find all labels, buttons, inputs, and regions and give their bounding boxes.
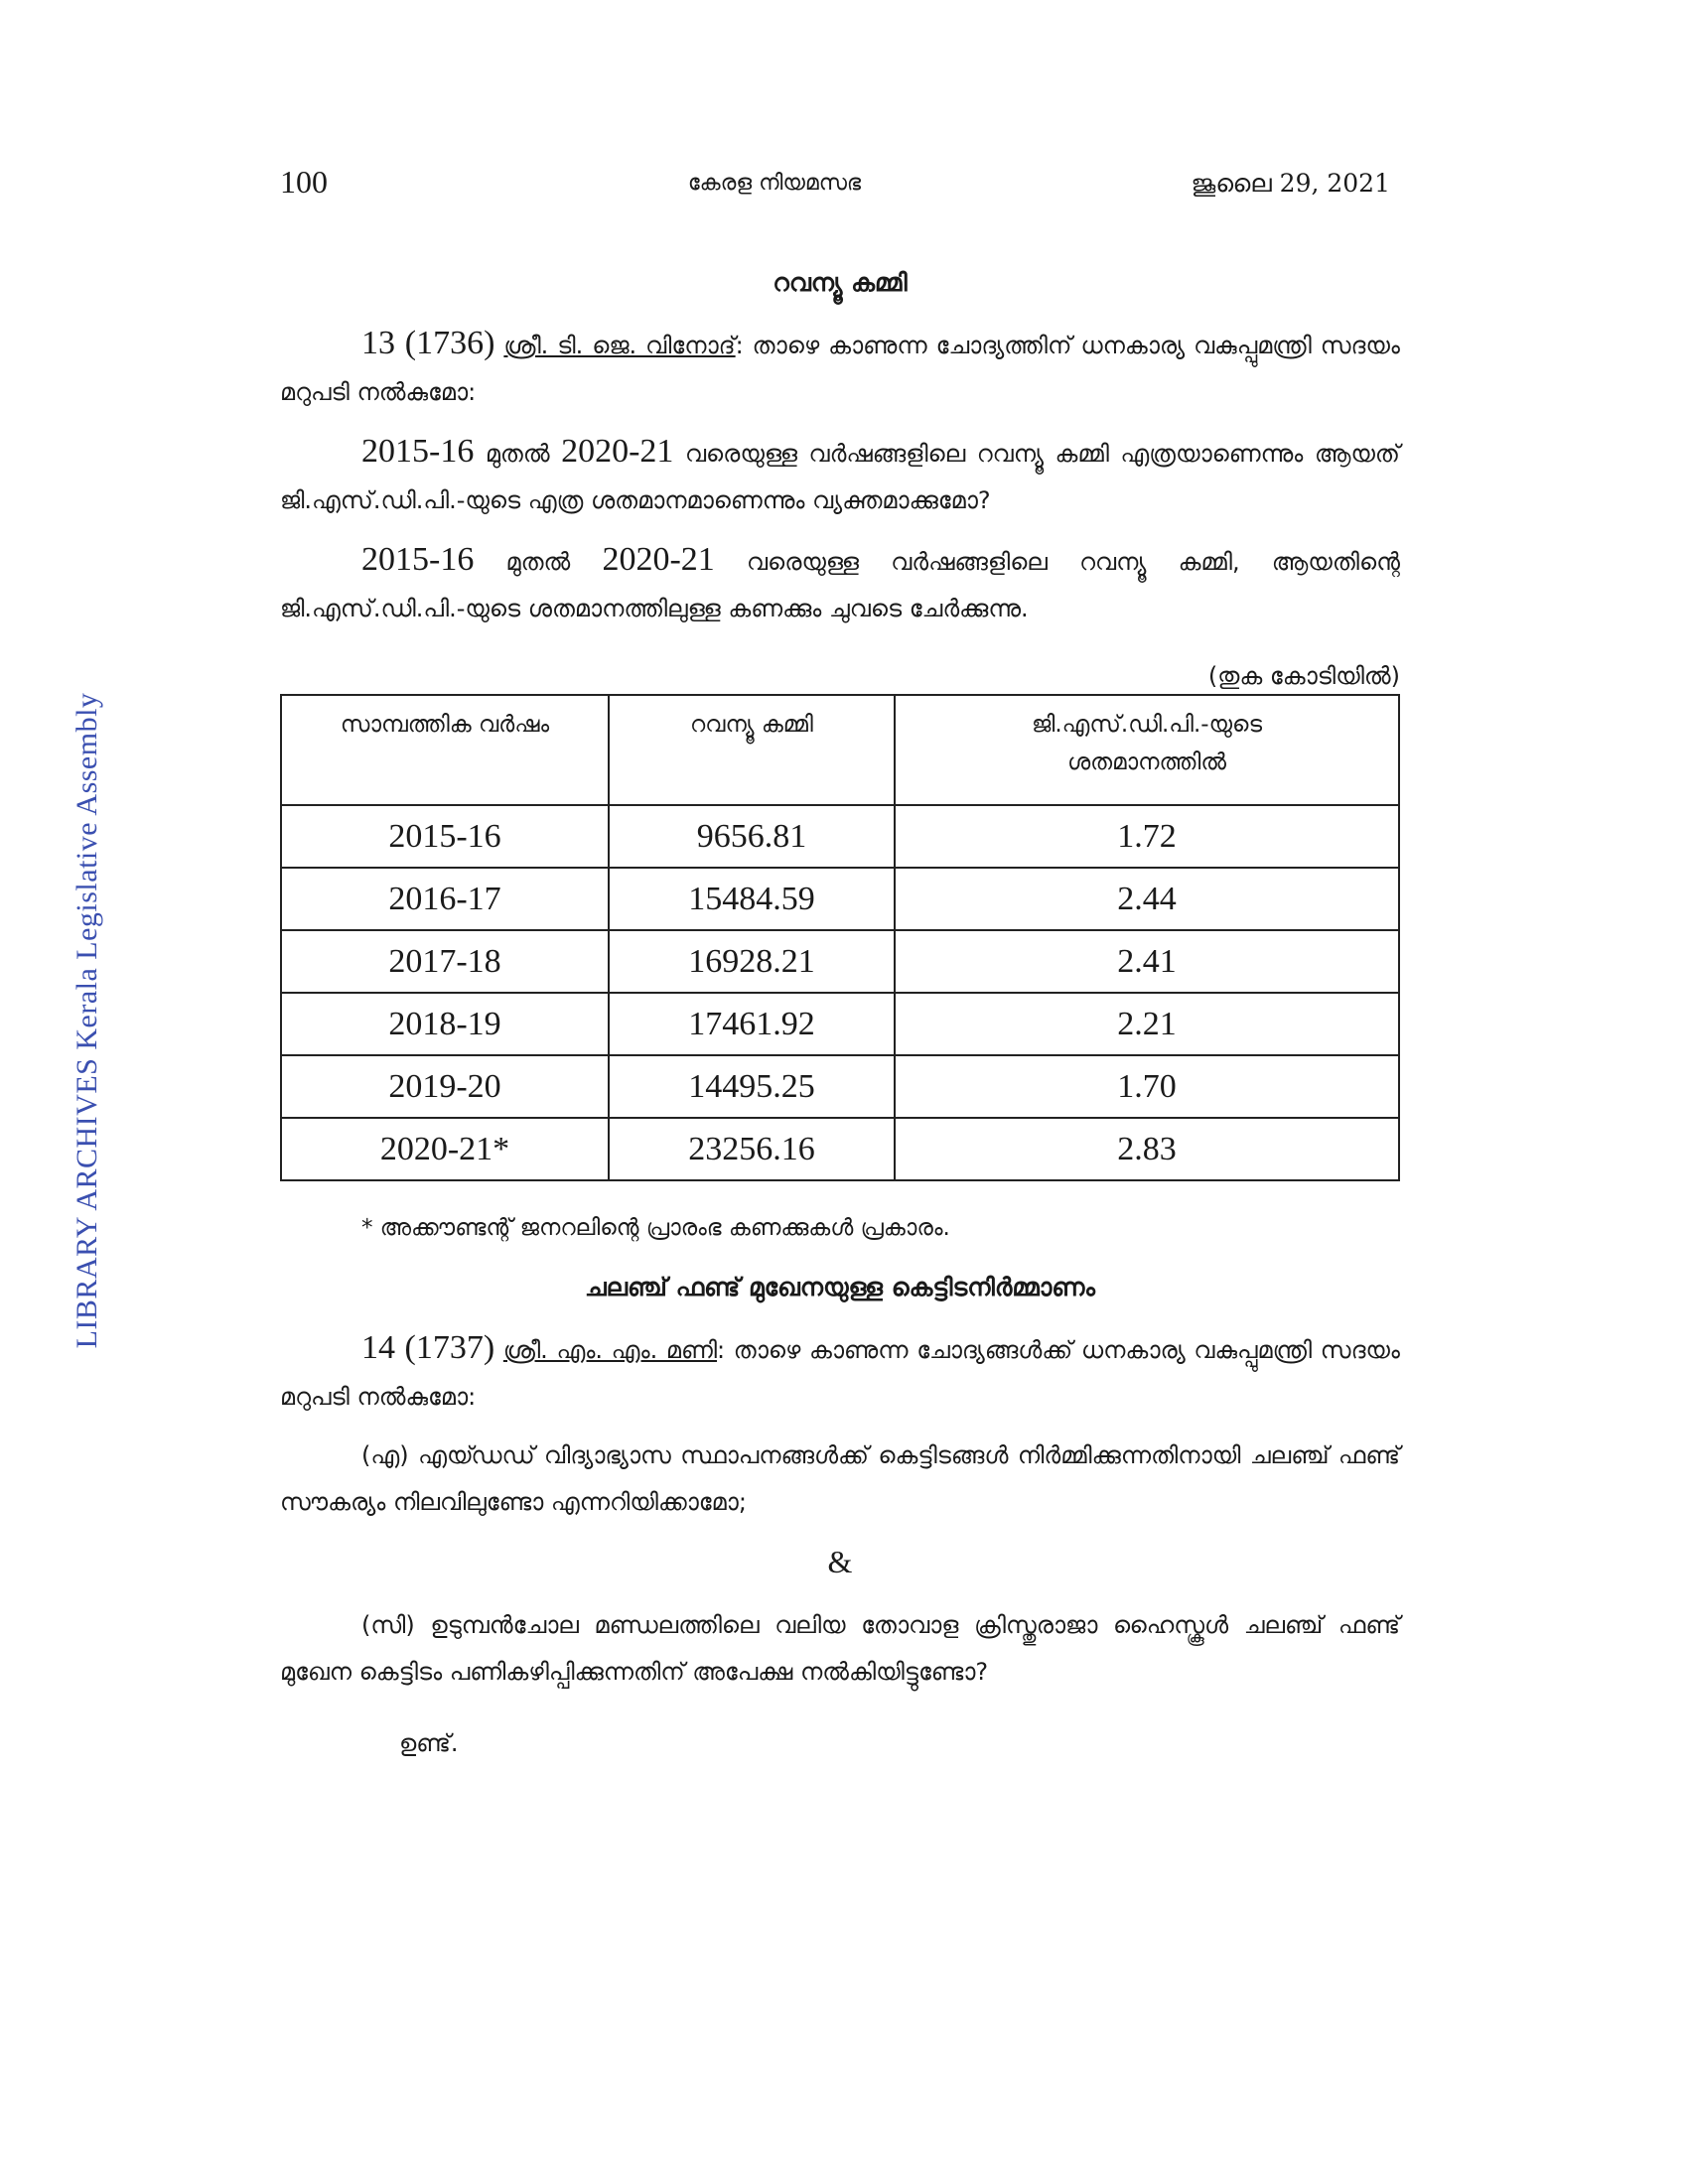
question-from-word: മുതൽ — [485, 440, 550, 468]
table-row — [281, 868, 1399, 930]
question-14 — [280, 1273, 1400, 1757]
question-14-member: ശ്രീ. എം. എം. മണി — [502, 1336, 718, 1364]
answer-13-rest: വരെയുള്ള വർഷങ്ങളിലെ റവന്യൂ കമ്മി, ആയതിന്റെ ജി.എസ്.ഡി.പി.-യുടെ ശതമാനത്തിലുള്ള കണക്കും ചുവടെ ചേർക്കുന്നു. — [280, 548, 1400, 622]
answer-13-text — [280, 536, 1400, 632]
answer-years-end: 2020-21 — [602, 541, 715, 578]
revenue-deficit-table — [280, 694, 1400, 1181]
question-14-heading: ചലഞ്ച് ഫണ്ട് മുഖേനയുള്ള കെട്ടിടനിർമ്മാണം — [585, 1273, 1095, 1301]
cell-deficit: 17461.92 — [609, 993, 895, 1055]
question-13-intro-text: : താഴെ കാണുന്ന ചോദ്യത്തിന് ധനകാര്യ വകുപ്പുമന്ത്രി സദയം മറുപടി നൽകുമോ: — [280, 332, 1400, 406]
header-gsdp-percent: ജി.എസ്.ഡി.പി.-യുടെ ശതമാനത്തിൽ — [895, 695, 1399, 805]
table-header-row — [281, 695, 1399, 805]
ampersand-separator: & — [827, 1544, 853, 1579]
header-financial-year: സാമ്പത്തിക വർഷം — [281, 695, 609, 805]
question-13-heading: റവന്യൂ കമ്മി — [773, 268, 908, 297]
question-years-end: 2020-21 — [561, 433, 674, 470]
page-header-title: കേരള നിയമസഭ — [687, 171, 862, 196]
question-13-member: ശ്രീ. ടി. ജെ. വിനോദ് — [503, 332, 736, 359]
cell-year: 2020-21* — [281, 1118, 609, 1180]
cell-year: 2019-20 — [281, 1055, 609, 1118]
cell-percent: 2.44 — [895, 868, 1399, 930]
table-row — [281, 993, 1399, 1055]
question-14-number: 14 (1737) — [361, 1329, 495, 1366]
table-row — [281, 1055, 1399, 1118]
question-14-intro — [280, 1324, 1400, 1421]
page-number: 100 — [280, 164, 328, 200]
question-14-part-a: (എ) എയ്ഡഡ് വിദ്യാഭ്യാസ സ്ഥാപനങ്ങൾക്ക് കെട്ടിടങ്ങൾ നിർമ്മിക്കുന്നതിനായി ചലഞ്ച് ഫണ്ട് സൗകര്യം നിലവിലുണ്ടോ എന്നറിയിക്കാമോ; — [280, 1441, 1400, 1516]
cell-deficit: 14495.25 — [609, 1055, 895, 1118]
cell-deficit: 23256.16 — [609, 1118, 895, 1180]
cell-percent: 2.41 — [895, 930, 1399, 993]
page-header-date: ജൂലൈ 29, 2021 — [1191, 169, 1390, 198]
table-row — [281, 805, 1399, 868]
answer-14: ഉണ്ട്. — [399, 1729, 459, 1757]
cell-percent: 1.70 — [895, 1055, 1399, 1118]
question-13-text — [280, 428, 1400, 524]
cell-percent: 2.83 — [895, 1118, 1399, 1180]
table-unit-note: (തുക കോടിയിൽ) — [1207, 662, 1400, 690]
question-years-start: 2015-16 — [361, 433, 475, 470]
question-14-intro-text: : താഴെ കാണുന്ന ചോദ്യങ്ങൾക്ക് ധനകാര്യ വകുപ്പുമന്ത്രി സദയം മറുപടി നൽകുമോ: — [280, 1336, 1400, 1411]
cell-year: 2016-17 — [281, 868, 609, 930]
table-row — [281, 1118, 1399, 1180]
page-content — [280, 268, 1400, 1757]
table-footnote: * അക്കൗണ്ടന്റ് ജനറലിന്റെ പ്രാരംഭ കണക്കുകൾ പ്രകാരം. — [361, 1215, 950, 1241]
question-13-intro — [280, 320, 1400, 416]
cell-year: 2017-18 — [281, 930, 609, 993]
cell-year: 2015-16 — [281, 805, 609, 868]
question-13-rest: വരെയുള്ള വർഷങ്ങളിലെ റവന്യൂ കമ്മി എത്രയാണെന്നും ആയത് ജി.എസ്.ഡി.പി.-യുടെ എത്ര ശതമാനമാണെന്നും വ്യക്തമാക്കുമോ? — [280, 440, 1400, 514]
answer-from-word: മുതൽ — [505, 548, 571, 576]
question-13 — [280, 268, 1400, 1241]
cell-percent: 1.72 — [895, 805, 1399, 868]
header-revenue-deficit: റവന്യൂ കമ്മി — [609, 695, 895, 805]
question-13-number: 13 (1736) — [361, 325, 495, 361]
cell-deficit: 15484.59 — [609, 868, 895, 930]
table-row — [281, 930, 1399, 993]
cell-deficit: 9656.81 — [609, 805, 895, 868]
archive-watermark: LIBRARY ARCHIVES Kerala Legislative Assembly — [70, 692, 103, 1349]
cell-year: 2018-19 — [281, 993, 609, 1055]
answer-years-start: 2015-16 — [361, 541, 475, 578]
cell-deficit: 16928.21 — [609, 930, 895, 993]
question-14-part-c: (സി) ഉടുമ്പൻചോല മണ്ഡലത്തിലെ വലിയ തോവാള ക്രിസ്തുരാജാ ഹൈസ്കൂൾ ചലഞ്ച് ഫണ്ട് മുഖേന കെട്ടിടം പണികഴിപ്പിക്കുന്നതിന് അപേക്ഷ നൽകിയിട്ടുണ്ടോ? — [280, 1611, 1400, 1686]
cell-percent: 2.21 — [895, 993, 1399, 1055]
